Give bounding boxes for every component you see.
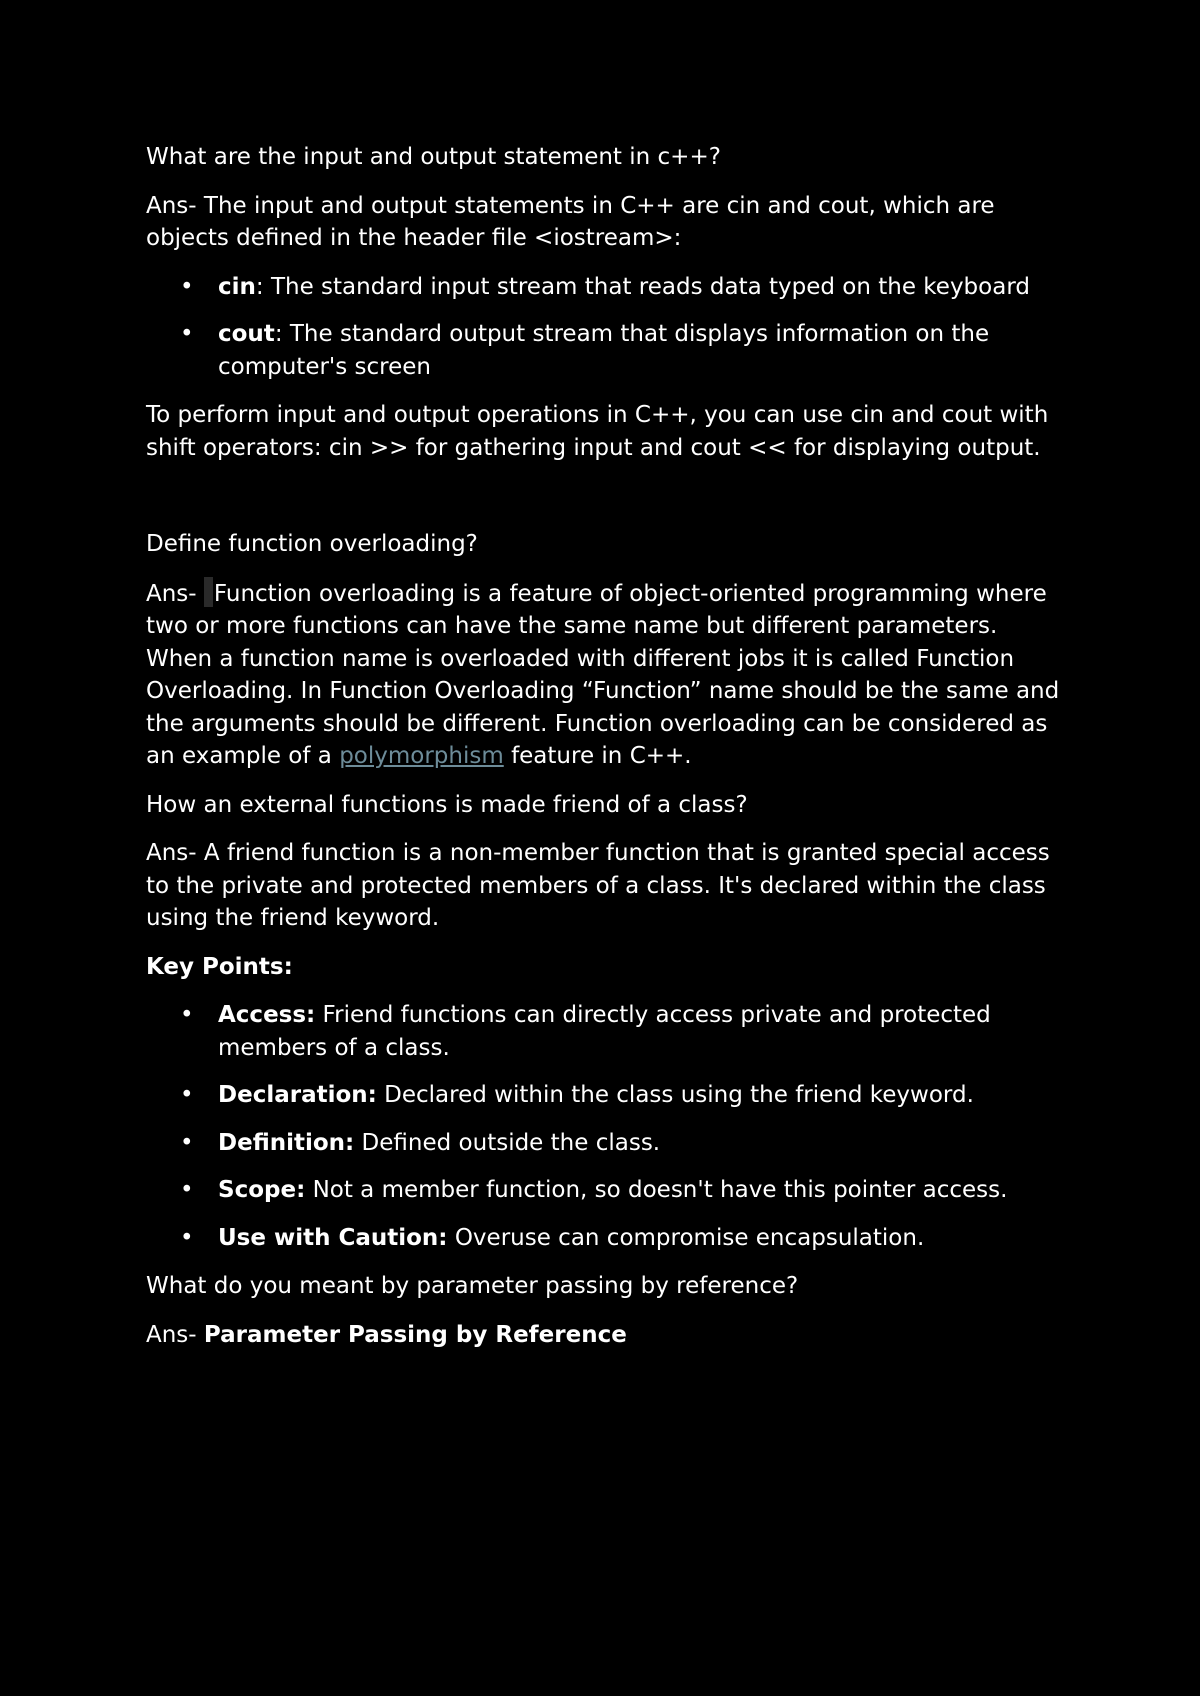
term-cin-description: : The standard input stream that reads data typed on the keyboard <box>255 273 1030 300</box>
bullet-icon: • <box>180 273 194 300</box>
answer-2-tail: feature in C++. <box>511 743 692 769</box>
bullet-icon: • <box>180 1002 194 1028</box>
answer-prefix: Ans- <box>146 1321 197 1348</box>
answer-4-heading: Parameter Passing by Reference <box>203 1321 627 1348</box>
point-text: Defined outside the class. <box>354 1129 661 1156</box>
document-page <box>146 141 1066 1367</box>
answer-prefix: Ans- <box>146 580 197 607</box>
point-term: Definition: <box>218 1129 355 1156</box>
term-cin: cin <box>218 273 256 300</box>
spacer <box>146 480 1066 528</box>
point-text: Overuse can compromise encapsulation. <box>447 1224 925 1251</box>
key-points-heading-text: Key Points: <box>146 953 293 980</box>
answer-3-paragraph: Ans- A friend function is a non-member function that is granted special access to the private and protected members of a class. It's declared within the class using the friend keyword. <box>146 840 1050 931</box>
io-bullet-list <box>146 271 1066 384</box>
list-item <box>146 1222 1066 1255</box>
list-item <box>146 1127 1066 1160</box>
bullet-icon: • <box>180 1224 194 1251</box>
list-item <box>146 999 1066 1064</box>
answer-1-operators-paragraph: To perform input and output operations in C++, you can use cin and cout with shift operators: cin >> for gathering input and cout << for displaying output. <box>146 402 1049 461</box>
answer-4-paragraph <box>146 1319 1066 1352</box>
text-cursor <box>204 577 213 607</box>
list-item <box>146 318 1066 383</box>
bullet-icon: • <box>180 1129 194 1156</box>
point-term: Use with Caution: <box>218 1224 448 1251</box>
question-1: What are the input and output statement in c++? <box>146 144 721 170</box>
point-text: Declared within the class using the friend keyword. <box>376 1082 974 1108</box>
list-item <box>146 1079 1066 1112</box>
bullet-icon: • <box>180 1177 194 1203</box>
question-2: Define function overloading? <box>146 531 478 557</box>
polymorphism-link[interactable]: polymorphism <box>339 743 504 769</box>
answer-1-paragraph: Ans- The input and output statements in C++ are cin and cout, which are objects defined in the header file <iostream>: <box>146 192 995 251</box>
point-text: Not a member function, so doesn't have this pointer access. <box>305 1177 1008 1203</box>
answer-2-paragraph <box>146 577 1066 773</box>
point-term: Declaration: <box>218 1082 377 1108</box>
list-item <box>146 271 1066 304</box>
point-term: Access: <box>218 1002 316 1028</box>
term-cout-description: : The standard output stream that displays information on the computer's screen <box>218 321 990 380</box>
question-3: How an external functions is made friend of a class? <box>146 791 748 818</box>
key-points-list <box>146 999 1066 1254</box>
key-points-heading <box>146 951 1066 984</box>
bullet-icon: • <box>180 321 194 347</box>
answer-2-text: Function overloading is a feature of object-oriented programming where two or more functions can have the same name but different parameters. When a function name is overloaded with different jobs it is called Function Overloading. In Function Overloading “Function” name should be the same and the arguments should be different. Function overloading can be considered as an example of a <box>146 580 1060 769</box>
point-text: Friend functions can directly access private and protected members of a class. <box>218 1002 991 1061</box>
point-term: Scope: <box>218 1177 306 1203</box>
term-cout: cout <box>218 321 275 347</box>
list-item <box>146 1174 1066 1207</box>
bullet-icon: • <box>180 1082 194 1108</box>
question-4: What do you meant by parameter passing by reference? <box>146 1273 799 1299</box>
